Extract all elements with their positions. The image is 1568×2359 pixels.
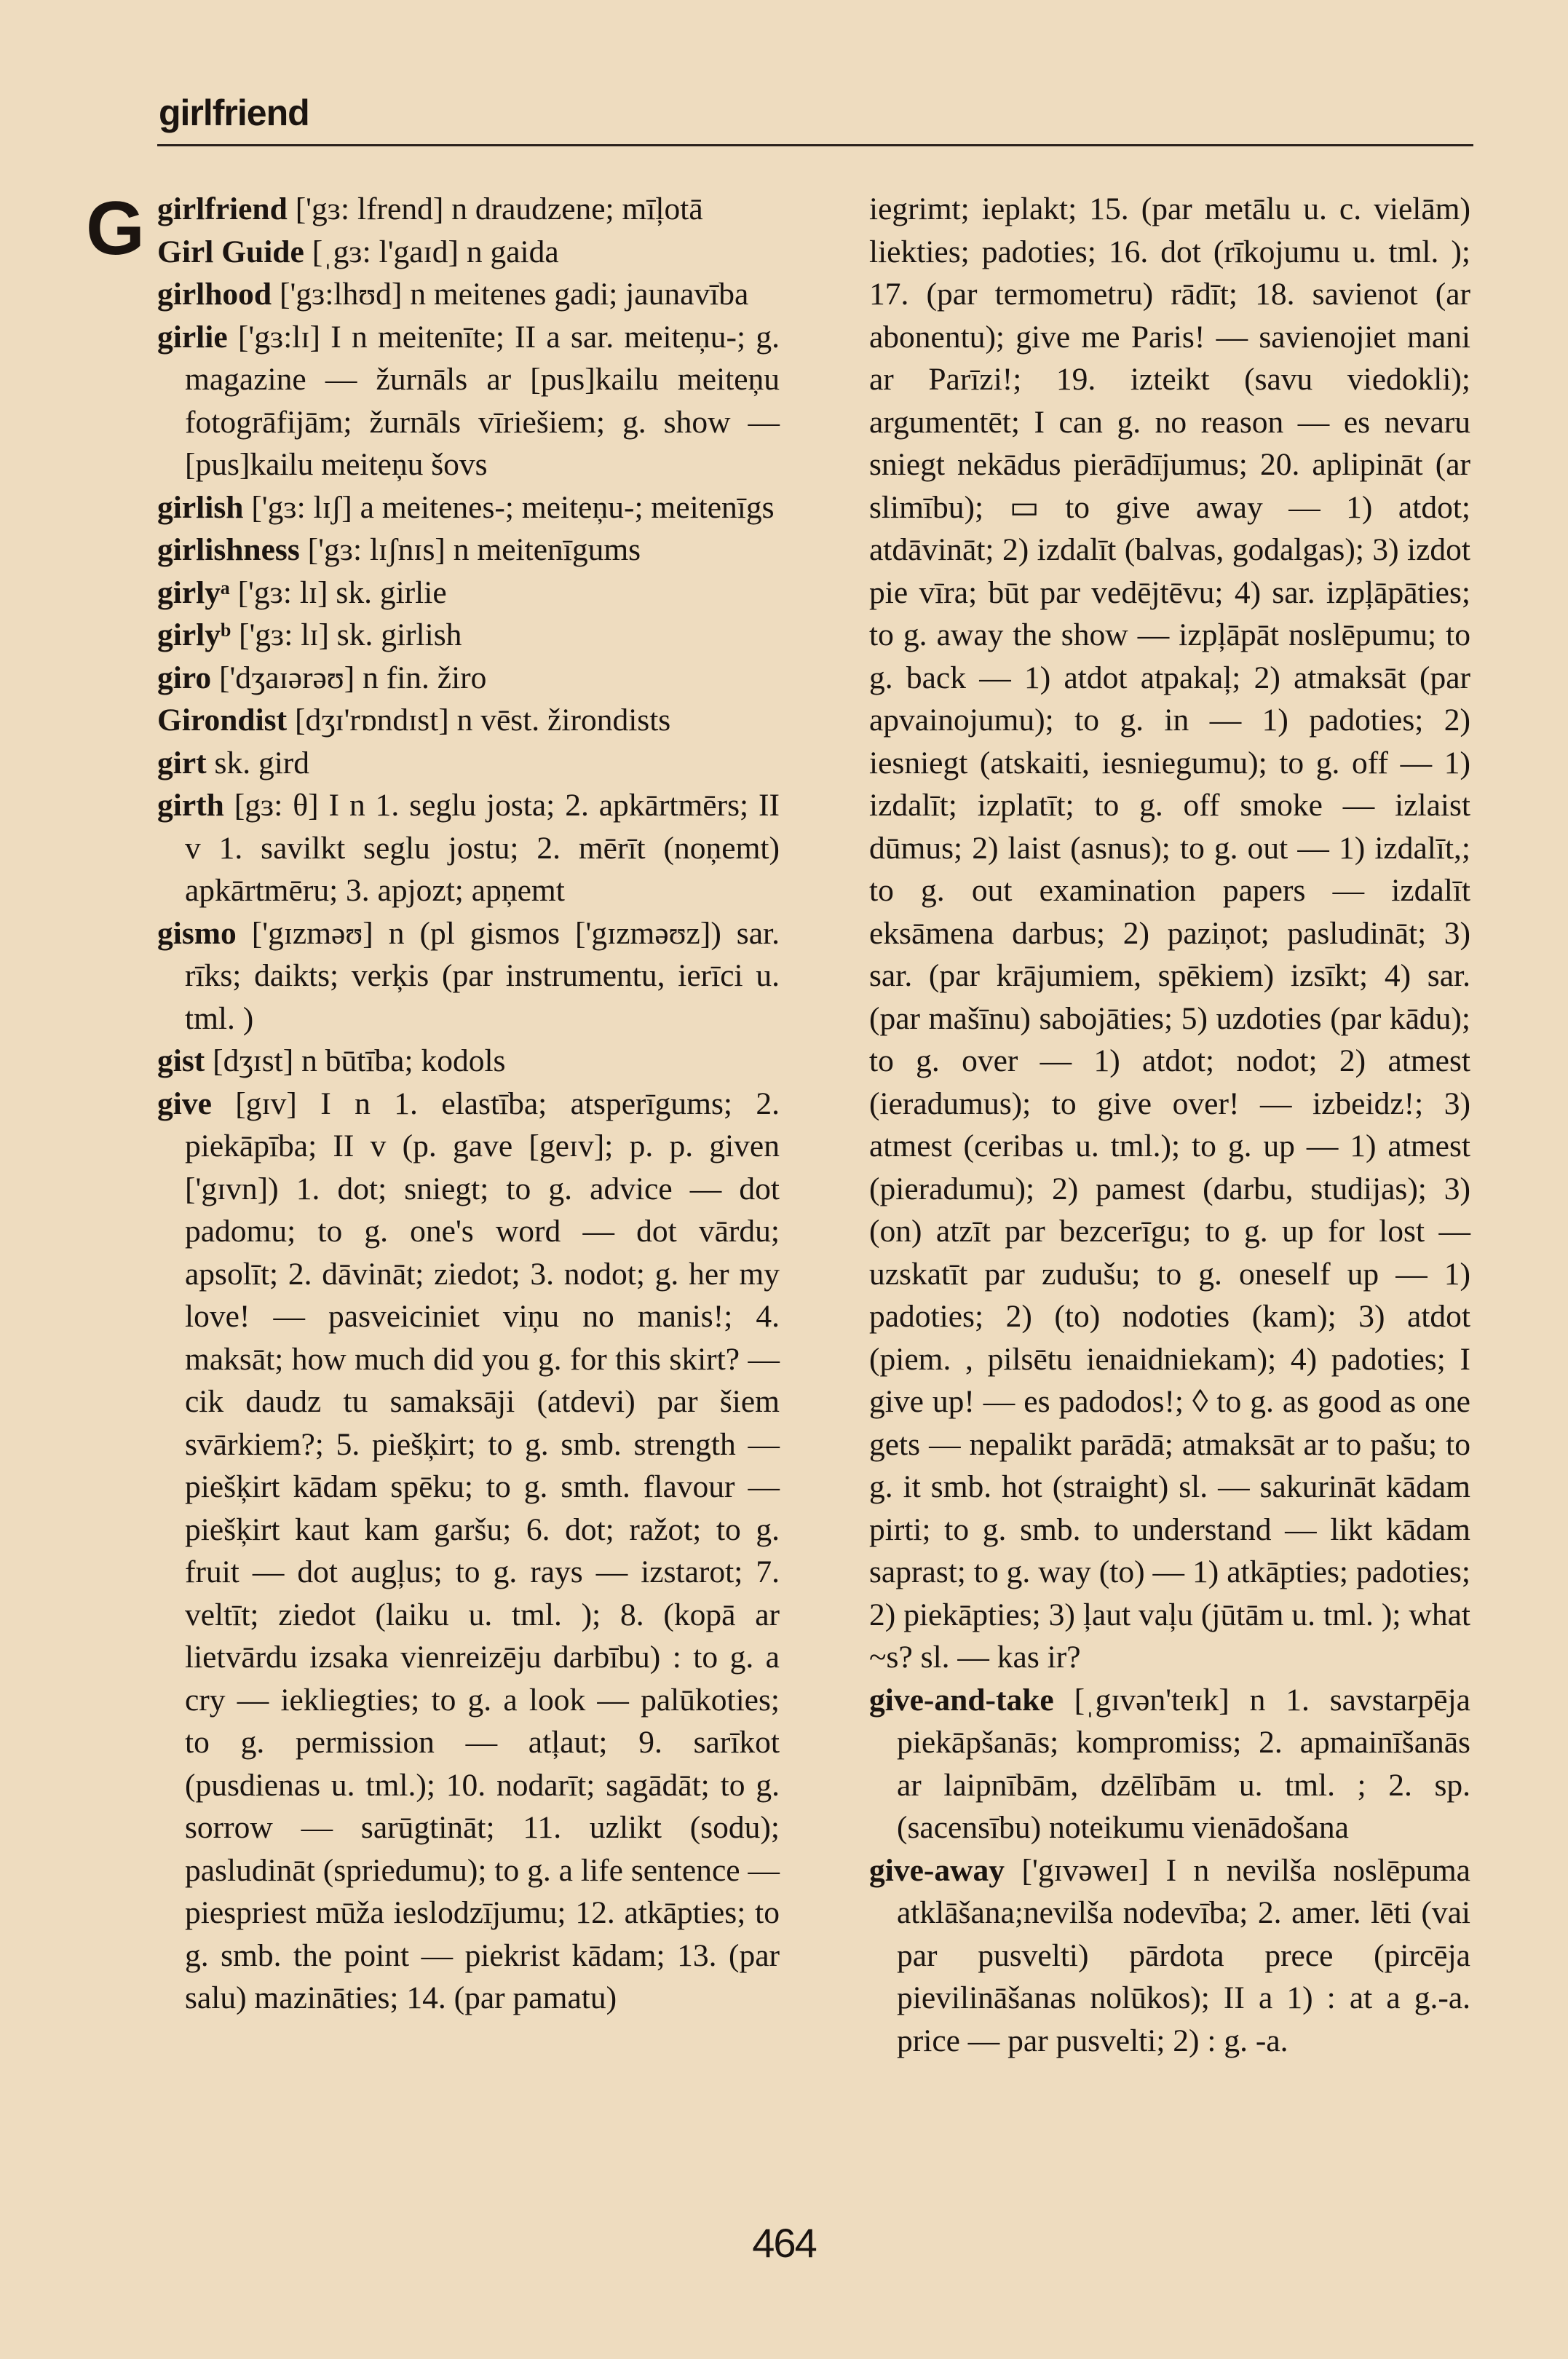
- dictionary-entry: [157, 657, 780, 700]
- entry-headword: gist: [157, 1043, 205, 1078]
- entry-definition: sk. gird: [206, 745, 310, 781]
- dictionary-entry: [157, 614, 780, 657]
- entry-headword: girlfriend: [157, 191, 288, 226]
- entry-headword: girlhood: [157, 277, 272, 312]
- entry-headword: Girondist: [157, 703, 288, 738]
- entry-definition: [dʒɪ'rɒndɪst] n vēst. žirondists: [287, 703, 671, 738]
- dictionary-entry: [157, 784, 780, 912]
- dictionary-entry: [157, 316, 780, 486]
- entry-definition: ['gɜ:lɪ] I n meitenīte; II a sar. meiteņu-; g. magazine — žurnāls ar [pus]kailu meiteņu fotogrāfijām; žurnāls vīriešiem; g. show — [pus]kailu meiteņu šovs: [185, 319, 780, 482]
- dictionary-entry: [157, 1083, 780, 2020]
- entry-definition: ['gɜ: lɪʃ] a meitenes-; meiteņu-; meitenīgs: [243, 489, 775, 525]
- entry-definition: [dʒɪst] n būtība; kodols: [205, 1043, 506, 1078]
- entry-definition: [gɜ: θ] I n 1. seglu josta; 2. apkārtmērs; II v 1. savilkt seglu jostu; 2. mērīt (noņemt) apkārtmēru; 3. apjozt; apņemt: [185, 788, 780, 908]
- entry-definition: ['gɜ: lɪʃnɪs] n meitenīgums: [299, 532, 641, 567]
- entry-headword: girlyᵃ: [157, 574, 230, 610]
- entry-headword: give-away: [869, 1852, 1005, 1888]
- dictionary-entry: [157, 486, 780, 529]
- entry-definition: ['gɜ: lɪ] sk. girlish: [231, 617, 462, 652]
- left-column: [157, 188, 780, 2020]
- dictionary-entry: [157, 912, 780, 1040]
- header-rule: [157, 144, 1473, 146]
- entry-definition: ['gɪzməʊ] n (pl gismos ['gɪzməʊz]) sar. rīks; daikts; verķis (par instrumentu, ierīci u. tml. ): [185, 915, 780, 1036]
- entry-headword: give-and-take: [869, 1682, 1054, 1718]
- dictionary-entry: [869, 188, 1470, 1679]
- entry-definition: ['gɪvəweɪ] I n nevilša noslēpuma atklāšana;nevilša nodevība; 2. amer. lēti (vai par pusvelti) pārdota prece (pircēja pievilināšanas nolūkos); II a 1) : at a g.-a. price — par pusvelti; 2) : g. -a.: [897, 1852, 1470, 2058]
- dictionary-entry: [157, 529, 780, 572]
- entry-headword: girlyᵇ: [157, 617, 231, 652]
- running-head: girlfriend: [159, 92, 309, 133]
- entry-definition: [ˌgɜ: l'gaɪd] n gaida: [304, 234, 559, 269]
- dictionary-entry: [157, 699, 780, 742]
- dictionary-entry: [869, 1849, 1470, 2063]
- entry-definition: [ˌgɪvən'teɪk] n 1. savstarpēja piekāpšanās; kompromiss; 2. apmainīšanās ar laipnībām, dzēlībām u. tml. ; 2. sp. (sacensību) noteikumu vienādošana: [897, 1682, 1470, 1845]
- entry-headword: give: [157, 1086, 212, 1121]
- dictionary-entry: [157, 742, 780, 785]
- entry-headword: girt: [157, 745, 207, 781]
- entry-headword: Girl Guide: [157, 234, 304, 269]
- entry-headword: girlishness: [157, 532, 300, 567]
- section-letter: G: [86, 186, 145, 271]
- entry-headword: girlie: [157, 319, 228, 355]
- entry-headword: girth: [157, 788, 224, 823]
- entry-definition: [gɪv] I n 1. elastība; atsperīgums; 2. piekāpība; II v (p. gave [geɪv]; p. p. given ['gɪvn]) 1. dot; sniegt; to g. advice — dot padomu; to g. one's word — dot vārdu; apsolīt; 2. dāvināt; ziedot; 3. nodot; g. her my love! — pasveiciniet viņu no manis!; 4. maksāt; how much did you g. for this skirt? — cik daudz tu samaksāji (atdevi) par šiem svārkiem?; 5. piešķirt; to g. smb. strength — piešķirt kādam spēku; to g. smth. flavour — piešķirt kaut kam garšu; 6. dot; ražot; to g. fruit — dot augļus; to g. rays — izstarot; 7. veltīt; ziedot (laiku u. tml. ); 8. (kopā ar lietvārdu izsaka vienreizēju darbību) : to g. a cry — iekliegties; to g. a look — palūkoties; to g. permission — atļaut; 9. sarīkot (pusdienas u. tml.); 10. nodarīt; sagādāt; to g. sorrow — sarūgtināt; 11. uzlikt (sodu); pasludināt (spriedumu); to g. a life sentence — piespriest mūža ieslodzījumu; 12. atkāpties; to g. smb. the point — piekrist kādam; 13. (par salu) mazināties; 14. (par pamatu): [185, 1086, 780, 2015]
- entry-definition: ['gɜ:lhʊd] n meitenes gadi; jaunavība: [272, 277, 749, 312]
- entry-headword: giro: [157, 660, 212, 695]
- dictionary-entry: [157, 572, 780, 615]
- dictionary-entry: [157, 231, 780, 274]
- dictionary-entry: [157, 1040, 780, 1083]
- dictionary-entry: [157, 188, 780, 231]
- entry-headword: gismo: [157, 915, 237, 951]
- entry-definition: ['gɜ: lfrend] n draudzene; mīļotā: [287, 191, 703, 226]
- entry-definition: ['dʒaɪərəʊ] n fin. žiro: [211, 660, 487, 695]
- dictionary-entry: [869, 1679, 1470, 1849]
- dictionary-entry: [157, 273, 780, 316]
- page-number: 464: [752, 2220, 816, 2266]
- entry-definition: ['gɜ: lɪ] sk. girlie: [229, 574, 447, 610]
- entry-headword: girlish: [157, 489, 244, 525]
- entry-definition: iegrimt; ieplakt; 15. (par metālu u. c. vielām) liekties; padoties; 16. dot (rīkojumu u. tml. ); 17. (par termometru) rādīt; 18. savienot (ar abonentu); give me Paris! — savienojiet mani ar Parīzi!; 19. izteikt (savu viedokli); argumentēt; I can g. no reason — es nevaru sniegt nekādus pierādījumus; 20. aplipināt (ar slimību); ▭ to give away — 1) atdot; atdāvināt; 2) izdalīt (balvas, godalgas); 3) izdot pie vīra; būt par vedējtēvu; 4) sar. izpļāpāties; to g. away the show — izpļāpāt noslēpumu; to g. back — 1) atdot atpakaļ; 2) atmaksāt (par apvainojumu); to g. in — 1) padoties; 2) iesniegt (atskaiti, iesniegumu); to g. off — 1) izdalīt; izplatīt; to g. off smoke — izlaist dūmus; 2) laist (asnus); to g. out — 1) izdalīt,; to g. out examination papers — izdalīt eksāmena darbus; 2) paziņot; pasludināt; 3) sar. (par krājumiem, spēkiem) izsīkt; 4) sar. (par mašīnu) sabojāties; 5) uzdoties (par kādu); to g. over — 1) atdot; nodot; 2) atmest (ieradumus); to give over! — izbeidz!; 3) atmest (ceribas u. tml.); to g. up — 1) atmest (pieradumu); 2) pamest (darbu, studijas); 3) (on) atzīt par bezcerīgu; to g. up for lost — uzskatīt par zudušu; to g. oneself up — 1) padoties; 2) (to) nodoties (kam); 3) atdot (piem. , pilsētu ienaidniekam); 4) padoties; I give up! — es padodos!; ◊ to g. as good as one gets — nepalikt parādā; atmaksāt ar to pašu; to g. it smb. hot (straight) sl. — sakurināt kādam pirti; to g. smb. to understand — likt kādam saprast; to g. way (to) — 1) atkāpties; padoties; 2) piekāpties; 3) ļaut vaļu (jūtām u. tml. ); what ~s? sl. — kas ir?: [869, 191, 1470, 1675]
- right-column: [869, 188, 1470, 2062]
